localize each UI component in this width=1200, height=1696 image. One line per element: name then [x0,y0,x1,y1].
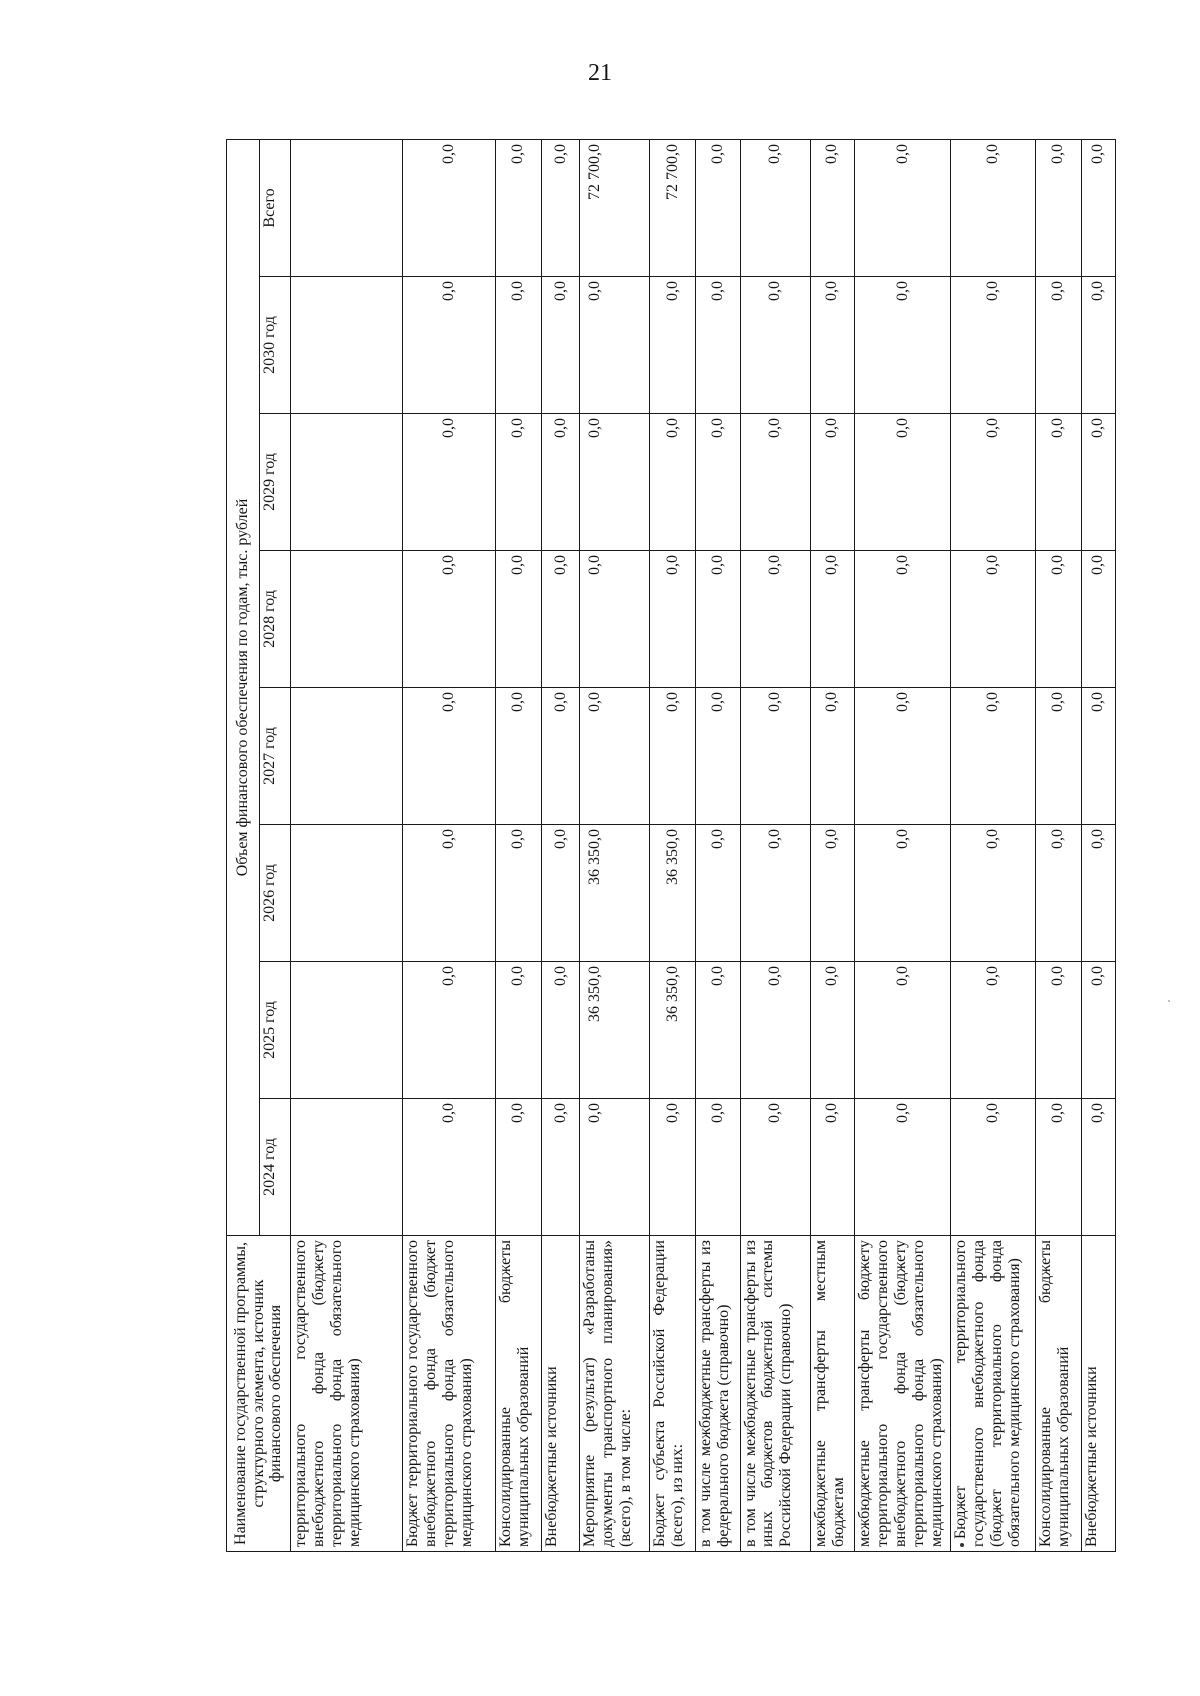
value-cell: 0,0 [650,414,696,551]
value-cell: 0,0 [740,688,810,825]
row-name-text: территориального государственного внебюджетного фонда (бюджету территориального фонда обязательного медицинского страхования) [292,1240,363,1547]
value-cell: 0,0 [650,1099,696,1236]
row-name-cell [580,1236,650,1552]
value-cell: 0,0 [541,962,579,1099]
row-name-cell [403,1236,495,1552]
header-year-2027: 2027 год [260,688,291,825]
value-cell: 0,0 [580,277,650,414]
value-cell: 0,0 [403,277,495,414]
header-year-2025: 2025 год [260,962,291,1099]
value-cell: 0,0 [403,962,495,1099]
row-name-text: Консолидированные бюджеты муниципальных образований [496,1240,532,1547]
table-row [854,139,950,1551]
value-cell: 0,0 [696,688,740,825]
table-row [696,139,740,1551]
value-cell: 0,0 [1081,277,1115,414]
value-cell: 0,0 [495,139,541,276]
table-row [951,139,1035,1551]
value-cell: 0,0 [1081,414,1115,551]
row-name-text: Бюджет территориального государственного внебюджетного фонда (бюджет территориального фонда обязательного медицинского страхования) [404,1240,476,1547]
value-cell: 0,0 [1081,551,1115,688]
row-name-text: в том числе межбюджетные трансферты из иных бюджетов бюджетной системы Российской Федерации (справочно) [741,1240,795,1547]
row-name-text: межбюджетные трансферты местным бюджетам [811,1240,847,1547]
value-cell: 0,0 [810,1099,854,1236]
value-cell: 0,0 [580,414,650,551]
value-cell: 0,0 [696,551,740,688]
value-cell: 0,0 [810,414,854,551]
value-cell [291,962,403,1099]
value-cell: 0,0 [495,688,541,825]
page-number: 21 [588,60,612,86]
value-cell: 0,0 [541,139,579,276]
table-row [650,139,696,1551]
value-cell: 0,0 [403,414,495,551]
value-cell: 0,0 [650,688,696,825]
value-cell: 0,0 [1035,688,1081,825]
value-cell: 0,0 [810,962,854,1099]
row-name-cell [495,1236,541,1552]
value-cell: 0,0 [696,962,740,1099]
value-cell: 0,0 [495,414,541,551]
value-cell: 0,0 [580,1099,650,1236]
row-name-cell [854,1236,950,1552]
value-cell: 0,0 [1035,962,1081,1099]
value-cell: 0,0 [541,825,579,962]
table-row [541,139,579,1551]
row-name-text: в том числе межбюджетные трансферты из федерального бюджета (справочно) [697,1240,733,1547]
value-cell: 0,0 [740,825,810,962]
value-cell: 0,0 [1035,139,1081,276]
value-cell: 0,0 [403,139,495,276]
value-cell: 0,0 [951,277,1035,414]
value-cell [291,139,403,276]
row-name-text: Внебюджетные источники [542,1366,560,1547]
row-name-cell [810,1236,854,1552]
value-cell: 0,0 [696,139,740,276]
row-name-text: Бюджет субъекта Российской Федерации (всего), из них: [651,1240,687,1547]
value-cell: 0,0 [541,1099,579,1236]
value-cell: 0,0 [1081,1099,1115,1236]
value-cell: 0,0 [495,1099,541,1236]
value-cell: 0,0 [541,551,579,688]
value-cell: 0,0 [740,414,810,551]
value-cell: 0,0 [1035,825,1081,962]
value-cell: 0,0 [854,688,950,825]
value-cell: 0,0 [951,414,1035,551]
header-group-cell: Объем финансового обеспечения по годам, тыс. рублей [227,139,260,1235]
rotated-table-wrapper [226,140,1116,1552]
value-cell: 0,0 [696,414,740,551]
value-cell: 0,0 [740,551,810,688]
value-cell: 0,0 [951,1099,1035,1236]
row-name-cell [696,1236,740,1552]
value-cell: 36 350,0 [580,825,650,962]
value-cell: 0,0 [1081,688,1115,825]
value-cell: 0,0 [403,551,495,688]
value-cell: 0,0 [1035,277,1081,414]
table-row [810,139,854,1551]
value-cell: 0,0 [951,688,1035,825]
scan-speck [1168,1000,1170,1002]
value-cell [291,825,403,962]
value-cell: 0,0 [810,551,854,688]
value-cell [291,1099,403,1236]
header-year-2028: 2028 год [260,551,291,688]
value-cell: 0,0 [740,1099,810,1236]
row-name-text: Мероприятие (результат) «Разработаны документы транспортного планирования» (всего), в том числе: [581,1240,634,1547]
value-cell: 0,0 [740,277,810,414]
value-cell: 0,0 [951,139,1035,276]
row-name-cell [1081,1236,1115,1552]
row-name-text: межбюджетные трансферты бюджету территориального государственного внебюджетного фонда (бюджету территориального фонда обязательного медицинского страхования) [855,1240,945,1547]
header-year-2024: 2024 год [260,1099,291,1236]
value-cell: 0,0 [810,139,854,276]
value-cell: 0,0 [951,825,1035,962]
table-row [291,139,403,1551]
row-name-cell [541,1236,579,1552]
row-name-cell [291,1236,403,1552]
header-year-2026: 2026 год [260,825,291,962]
value-cell: 0,0 [854,277,950,414]
value-cell [291,551,403,688]
row-name-text: Консолидированные бюджеты муниципальных образований [1036,1240,1072,1547]
value-cell: 0,0 [650,551,696,688]
value-cell: 0,0 [580,551,650,688]
value-cell: 0,0 [740,962,810,1099]
value-cell: 0,0 [1081,825,1115,962]
header-name-cell: Наименование государственной программы, структурного элемента, источник финансового обеспечения [227,1236,291,1552]
value-cell: 0,0 [951,962,1035,1099]
value-cell: 0,0 [650,277,696,414]
financing-table [226,139,1116,1552]
value-cell: 0,0 [403,688,495,825]
table-row [403,139,495,1551]
table-row [580,139,650,1551]
value-cell [291,688,403,825]
table-row [1081,139,1115,1551]
value-cell: 0,0 [740,139,810,276]
table-row [740,139,810,1551]
value-cell: 0,0 [541,414,579,551]
value-cell: 0,0 [1035,414,1081,551]
value-cell: 0,0 [495,825,541,962]
row-name-cell [740,1236,810,1552]
row-name-cell [1035,1236,1081,1552]
value-cell: 0,0 [580,688,650,825]
value-cell: 0,0 [1035,551,1081,688]
value-cell: 36 350,0 [650,825,696,962]
value-cell: 0,0 [495,551,541,688]
value-cell: 0,0 [854,1099,950,1236]
value-cell: 0,0 [696,1099,740,1236]
value-cell: 0,0 [951,551,1035,688]
value-cell: 0,0 [854,825,950,962]
value-cell: 0,0 [854,551,950,688]
value-cell [291,277,403,414]
value-cell: 0,0 [541,277,579,414]
header-total: Всего [260,139,291,276]
value-cell: 72 700,0 [650,139,696,276]
value-cell: 0,0 [696,825,740,962]
table-body [291,139,1116,1551]
table-header-row [227,139,260,1551]
value-cell: 0,0 [810,825,854,962]
row-name-cell [650,1236,696,1552]
bullet-mark [960,1543,964,1547]
row-name-cell [951,1236,1035,1552]
table-row [1035,139,1081,1551]
value-cell [291,414,403,551]
value-cell: 36 350,0 [650,962,696,1099]
header-year-2030: 2030 год [260,277,291,414]
value-cell: 0,0 [1081,962,1115,1099]
value-cell: 0,0 [1035,1099,1081,1236]
value-cell: 0,0 [810,688,854,825]
value-cell: 0,0 [541,688,579,825]
value-cell: 0,0 [495,277,541,414]
value-cell: 0,0 [854,962,950,1099]
row-name-text: Внебюджетные источники [1082,1366,1100,1547]
value-cell: 0,0 [854,414,950,551]
value-cell: 0,0 [1081,139,1115,276]
header-year-2029: 2029 год [260,414,291,551]
value-cell: 0,0 [810,277,854,414]
value-cell: 72 700,0 [580,139,650,276]
value-cell: 0,0 [854,139,950,276]
value-cell: 0,0 [403,1099,495,1236]
table-row [495,139,541,1551]
value-cell: 36 350,0 [580,962,650,1099]
row-name-text: Бюджет территориального государственного внебюджетного фонда (бюджет территориального фонда обязательного медицинского страхования) [952,1240,1024,1547]
value-cell: 0,0 [403,825,495,962]
value-cell: 0,0 [696,277,740,414]
value-cell: 0,0 [495,962,541,1099]
